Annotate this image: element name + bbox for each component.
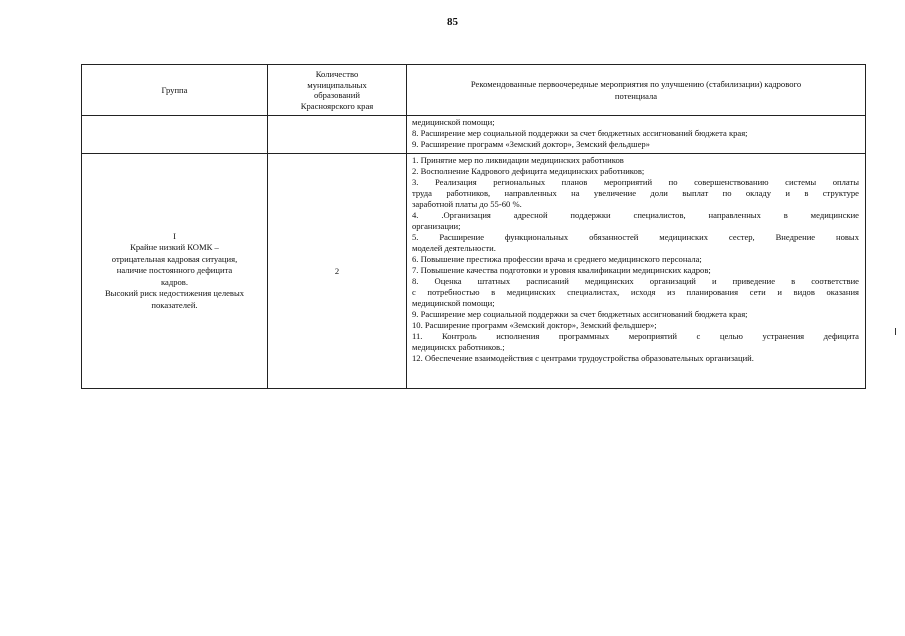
header-text-line: Количество xyxy=(315,69,359,79)
measure-line: 8. Расширение мер социальной поддержки за счет бюджетных ассигнований бюджета края; xyxy=(412,128,748,138)
header-text-line: Красноярского края xyxy=(300,100,374,111)
measure-line: моделей деятельности. xyxy=(412,243,496,253)
count-cell-empty xyxy=(268,116,407,154)
scan-edge-mark xyxy=(895,328,896,335)
header-recommended-measures xyxy=(407,65,866,116)
header-group: Группа xyxy=(82,65,268,116)
measure-line: 9. Расширение мер социальной поддержки за счет бюджетных ассигнований бюджета края; xyxy=(412,309,748,319)
measure-line: 1. Принятие мер по ликвидации медицинских работников xyxy=(412,155,624,165)
table-row-continuation xyxy=(82,116,866,154)
group-cell-empty xyxy=(82,116,268,154)
measure-line: 6. Повышение престижа профессии врача и среднего медицинского персонала; xyxy=(412,254,702,264)
group-line: отрицательная кадровая ситуация, xyxy=(111,253,238,264)
header-municipality-count xyxy=(268,65,407,116)
measure-line: 11. Контроль исполнения программных мероприятий с целью устранения дефицита xyxy=(412,331,859,341)
group-line: кадров. xyxy=(160,276,189,287)
group-description xyxy=(82,154,268,389)
table-row-group-1 xyxy=(82,154,866,389)
header-text-line: потенциала xyxy=(614,91,658,101)
measure-line: 12. Обеспечение взаимодействия с центрами трудоустройства образовательных организаций. xyxy=(412,353,754,363)
header-text-line: муниципальных xyxy=(307,79,367,90)
measure-line: 7. Повышение качества подготовки и уровня квалификации медицинских кадров; xyxy=(412,265,711,275)
group-line: Высокий риск недостижения целевых xyxy=(104,288,245,299)
header-text-line: Рекомендованные первоочередные мероприятия по улучшению (стабилизации) кадрового xyxy=(470,79,802,89)
measure-line: медицинской помощи; xyxy=(412,117,495,127)
group-line: наличие постоянного дефицита xyxy=(116,265,233,276)
measure-line: с потребностью в медицинских специалистах, исходя из планирования сети и видов оказания xyxy=(412,287,859,297)
table-header-row xyxy=(82,65,866,116)
header-text-line: образований xyxy=(314,90,360,100)
measure-line: медицинской помощи; xyxy=(412,298,495,308)
measure-line: заработной платы до 55-60 %. xyxy=(412,199,522,209)
measure-line: организации; xyxy=(412,221,461,231)
measure-line: медицинскх работников.; xyxy=(412,342,505,352)
measure-line: труда работников, направленных на увеличение доли выплат по окладу и в структуре xyxy=(412,188,859,198)
measure-line: 4. .Организация адресной поддержки специалистов, направленных в медицинские xyxy=(412,210,859,220)
measure-line: 3. Реализация региональных планов мероприятий по совершенствованию системы оплаты xyxy=(412,177,859,187)
group-line: I xyxy=(173,230,176,241)
measures-table xyxy=(81,64,866,389)
measure-line: 5. Расширение функциональных обязанностей медицинских сестер, Внедрение новых xyxy=(412,232,859,242)
measures-list xyxy=(407,154,866,389)
municipality-count: 2 xyxy=(268,154,407,389)
measures-list-continuation xyxy=(407,116,866,154)
measure-line: 10. Расширение программ «Земский доктор», Земский фельдшер»; xyxy=(412,320,657,330)
measure-line: 9. Расширение программ «Земский доктор», Земский фельдшер» xyxy=(412,139,650,149)
page-number: 85 xyxy=(447,16,458,28)
measure-line: 8. Оценка штатных расписаний медицинских организаций и приведение в соответствие xyxy=(412,276,859,286)
group-line: показателей. xyxy=(151,299,198,310)
measure-line: 2. Восполнение Кадрового дефицита медицинских работников; xyxy=(412,166,645,176)
group-line: Крайне низкий КОМК – xyxy=(130,242,219,253)
